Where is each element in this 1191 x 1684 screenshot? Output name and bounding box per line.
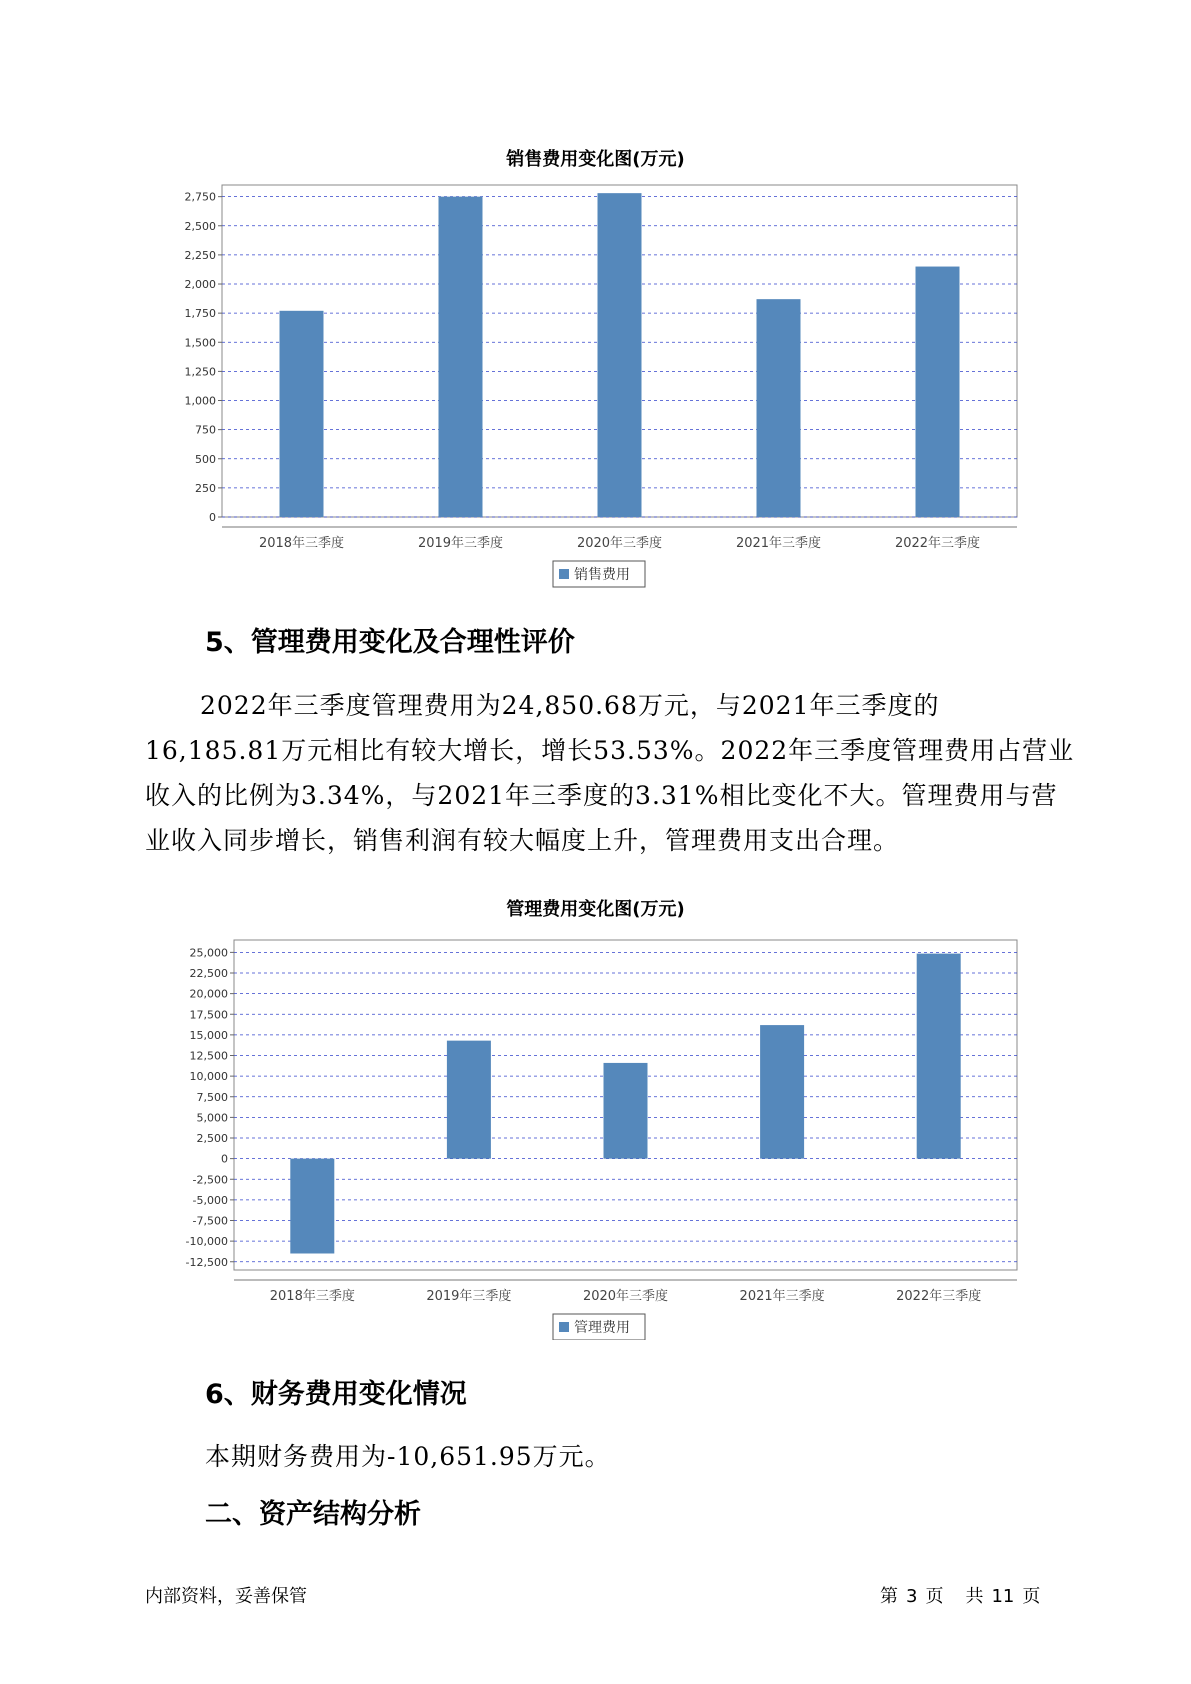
section5-paragraph: 2022年三季度管理费用为24,850.68万元，与2021年三季度的16,185.81万元相比有较大增长，增长53.53%。2022年三季度管理费用占营业收入的比例为3.34%，与2021年三季度的3.31%相比变化不大。管理费用与营业收入同步增长，销售利润有较大幅度上升，管理费用支出合理。 [145,691,1075,855]
y-tick-label: 0 [221,1152,228,1166]
bar [917,954,961,1159]
y-tick-label: 12,500 [189,1049,228,1063]
y-tick-label: 2,500 [196,1132,228,1145]
x-tick-label: 2021年三季度 [735,536,822,551]
page-word: 页 [925,1586,944,1607]
legend-label: 销售费用 [574,567,630,583]
y-tick-label: 17,500 [189,1008,228,1022]
y-tick-label: 2,500 [184,219,216,233]
x-tick-label: 2018年三季度 [269,1289,355,1304]
section6-heading: 6、财务费用变化情况 [205,1379,467,1410]
bar [760,1025,804,1159]
bar [604,1063,648,1159]
x-tick-label: 2021年三季度 [739,1289,825,1304]
footer-page-info [880,1582,1048,1608]
y-tick-label: -7,500 [192,1214,228,1228]
legend-swatch [559,1322,569,1332]
y-tick-label: -2,500 [192,1173,228,1187]
x-tick-label: 2022年三季度 [896,1289,982,1304]
total-pages: 11 [991,1586,1015,1607]
bar [757,299,801,517]
y-tick-label: 250 [195,481,216,495]
bar [598,193,642,517]
y-tick-label: 1,250 [184,365,216,379]
bar [916,267,960,517]
x-tick-label: 2019年三季度 [426,1289,512,1304]
legend [553,561,645,587]
total-word: 页 [1022,1586,1041,1607]
bar [280,311,324,517]
y-tick-label: 20,000 [189,987,228,1001]
y-tick-label: 1,750 [184,307,216,321]
admin-expense-chart [0,920,1191,1340]
y-tick-label: 22,500 [189,967,228,980]
x-tick-label: 2018年三季度 [258,536,345,551]
y-tick-label: 1,000 [184,394,216,408]
y-tick-label: 25,000 [189,946,228,960]
bar [290,1159,334,1254]
total-prefix: 共 [965,1586,984,1607]
y-tick-label: 750 [195,423,216,437]
y-tick-label: -10,000 [185,1235,228,1249]
x-tick-label: 2022年三季度 [894,536,981,551]
legend [553,1314,645,1340]
sales-expense-chart [0,170,1191,590]
page-prefix: 第 [880,1586,898,1607]
y-tick-label: 10,000 [189,1070,228,1084]
y-tick-label: 5,000 [196,1111,228,1125]
y-tick-label: 1,500 [184,336,216,350]
footer-confidential: 内部资料，妥善保管 [145,1586,307,1607]
legend-swatch [559,569,569,579]
y-tick-label: 15,000 [189,1028,228,1042]
y-tick-label: -5,000 [192,1193,228,1207]
x-tick-label: 2020年三季度 [582,1289,669,1304]
chart1-title: 销售费用变化图(万元) [506,149,685,170]
x-tick-label: 2020年三季度 [576,536,663,551]
y-tick-label: -12,500 [185,1255,228,1269]
legend-label: 管理费用 [574,1320,630,1336]
y-tick-label: 2,750 [184,190,216,204]
bar [439,197,483,517]
y-tick-label: 0 [209,511,216,524]
y-tick-label: 7,500 [196,1090,228,1104]
bar [447,1041,491,1159]
section6-text: 本期财务费用为-10,651.95万元。 [205,1442,611,1471]
page-number: 3 [906,1586,918,1607]
section-two-heading: 二、资产结构分析 [205,1499,421,1530]
chart2-title: 管理费用变化图(万元) [506,899,685,920]
section5-heading: 5、管理费用变化及合理性评价 [205,627,575,658]
y-tick-label: 2,000 [184,278,216,292]
y-tick-label: 500 [195,452,216,466]
y-tick-label: 2,250 [184,248,216,262]
x-tick-label: 2019年三季度 [417,536,504,551]
